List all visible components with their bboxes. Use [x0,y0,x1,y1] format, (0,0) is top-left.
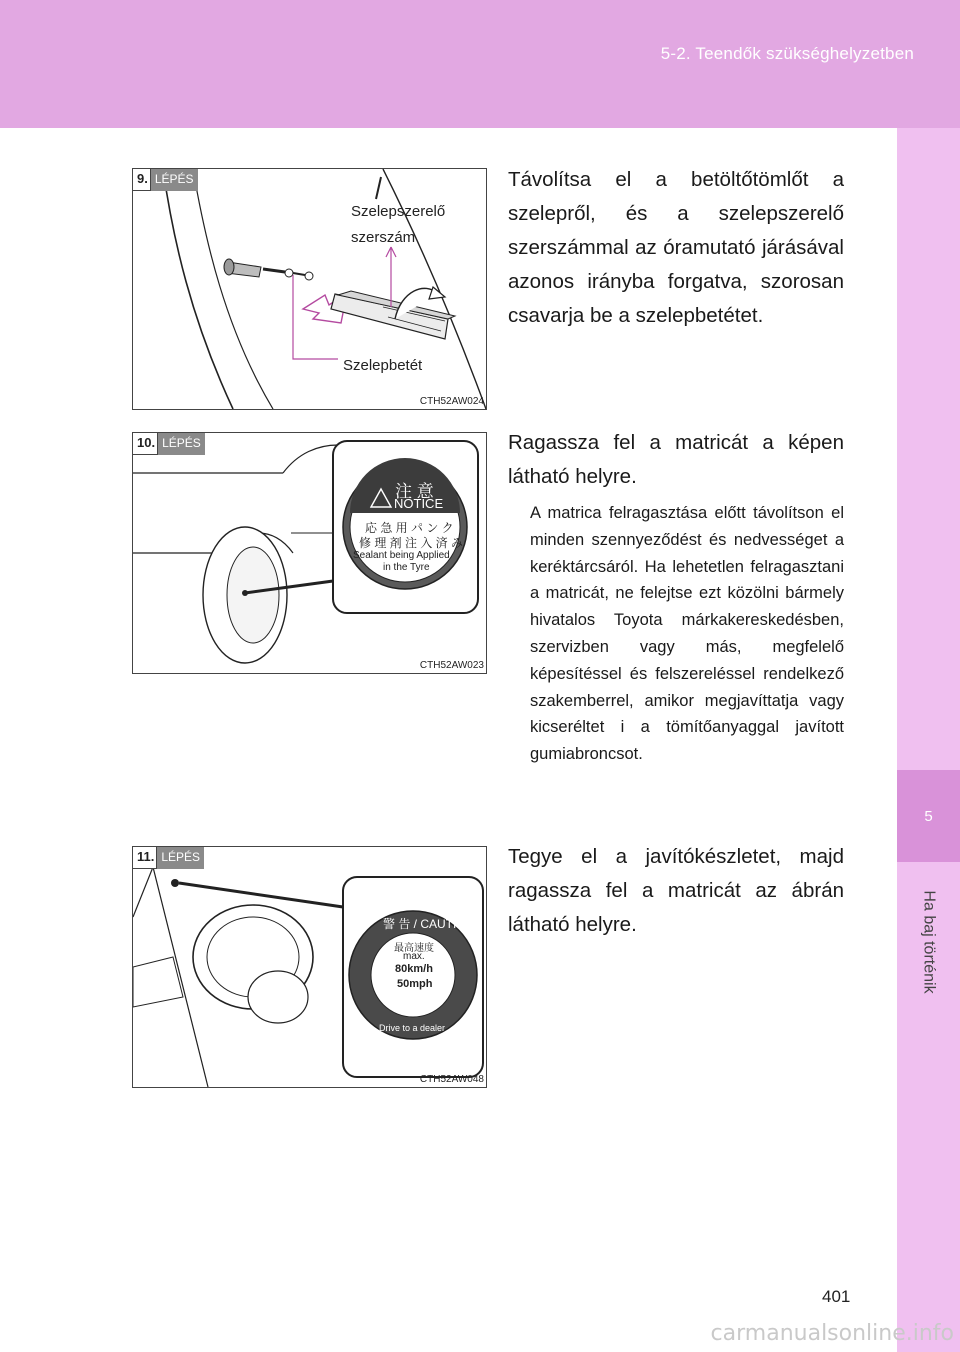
step-10-text: Ragassza fel a matricát a képen látható helyre. [508,431,844,488]
valve-tool-label-1: Szelepszerelő [351,203,446,220]
caution-sticker-kmh: 80km/h [395,963,433,975]
valve-tool-label-2: szerszám [351,229,416,246]
step-9-figure [132,168,487,410]
figure-code: CTH52AW024 [419,396,484,407]
notice-sticker-line4: in the Tyre [383,562,430,573]
step-10-note: A matrica felragasztása előtt távolítson el minden szennyeződést és nedvességet a keréktárcsáról. Ha lehetetlen felragasztani a matricát, ne felejtse ezt közölni bármely hivatalos Toyota márkakereskedésben, szervizben vagy más, megfelelő képesítéssel és felszereléssel rendelkező szakemberrel, amikor megjavíttatja vagy kicseréltet i a tömítőanyaggal javított gumiabroncsot. [530,504,844,764]
step-label: LÉPÉS [157,847,204,869]
step-number: 9. [133,169,151,191]
valve-tool-callout [351,199,445,251]
step-11-figure [132,846,487,1088]
notice-sticker-title-en: NOTICE [394,496,444,511]
step-10-figure [132,432,487,674]
notice-sticker-line2: 修 理 剤 注 入 済 み [359,536,464,550]
notice-sticker-line1: 応 急 用 パ ン ク [365,521,454,535]
figure-code: CTH52AW048 [419,1074,484,1085]
section-title: 5-2. Teendők szükséghelyzetben [660,44,914,63]
caution-sticker-title: 警 告 / CAUTION [383,917,475,931]
step-number: 10. [133,433,158,455]
valve-core-callout: Szelepbetét [343,357,423,374]
caution-sticker-footer: Drive to a dealer [379,1023,446,1033]
steering-wheel-illustration [133,847,486,1087]
step-10-badge [133,433,205,455]
caution-sticker-max: max. [403,951,425,962]
chapter-side-tab [897,128,960,1352]
step-number: 11. [133,847,157,869]
chapter-title-tab[interactable] [897,862,960,1022]
chapter-title: Ha baj történik [920,890,938,994]
page-number: 401 [822,1287,851,1306]
step-9-text: Távolítsa el a betöltőtömlőt a szelepről, és a szelepszerelő szerszámmal az óramutató járásával azonos irányba forgatva, szorosan csavarja be a szelepbetétet. [508,168,844,327]
chapter-number: 5 [897,770,960,862]
figure-code: CTH52AW023 [419,660,484,671]
step-label: LÉPÉS [151,169,198,191]
step-11-text: Tegye el a javítókészletet, majd ragassza fel a matricát az ábrán látható helyre. [508,845,844,936]
caution-sticker-mph: 50mph [397,978,433,990]
section-header [0,0,960,128]
step-11-badge [133,847,204,869]
notice-sticker-title-jp: 注 意 [395,482,434,501]
caution-sticker-speed-jp: 最高速度 [394,943,434,954]
step-label: LÉPÉS [158,433,205,455]
step-9-badge [133,169,198,191]
watermark: carmanualsonline.info [710,1321,954,1346]
notice-sticker-line3: Sealant being Applied [353,550,450,561]
